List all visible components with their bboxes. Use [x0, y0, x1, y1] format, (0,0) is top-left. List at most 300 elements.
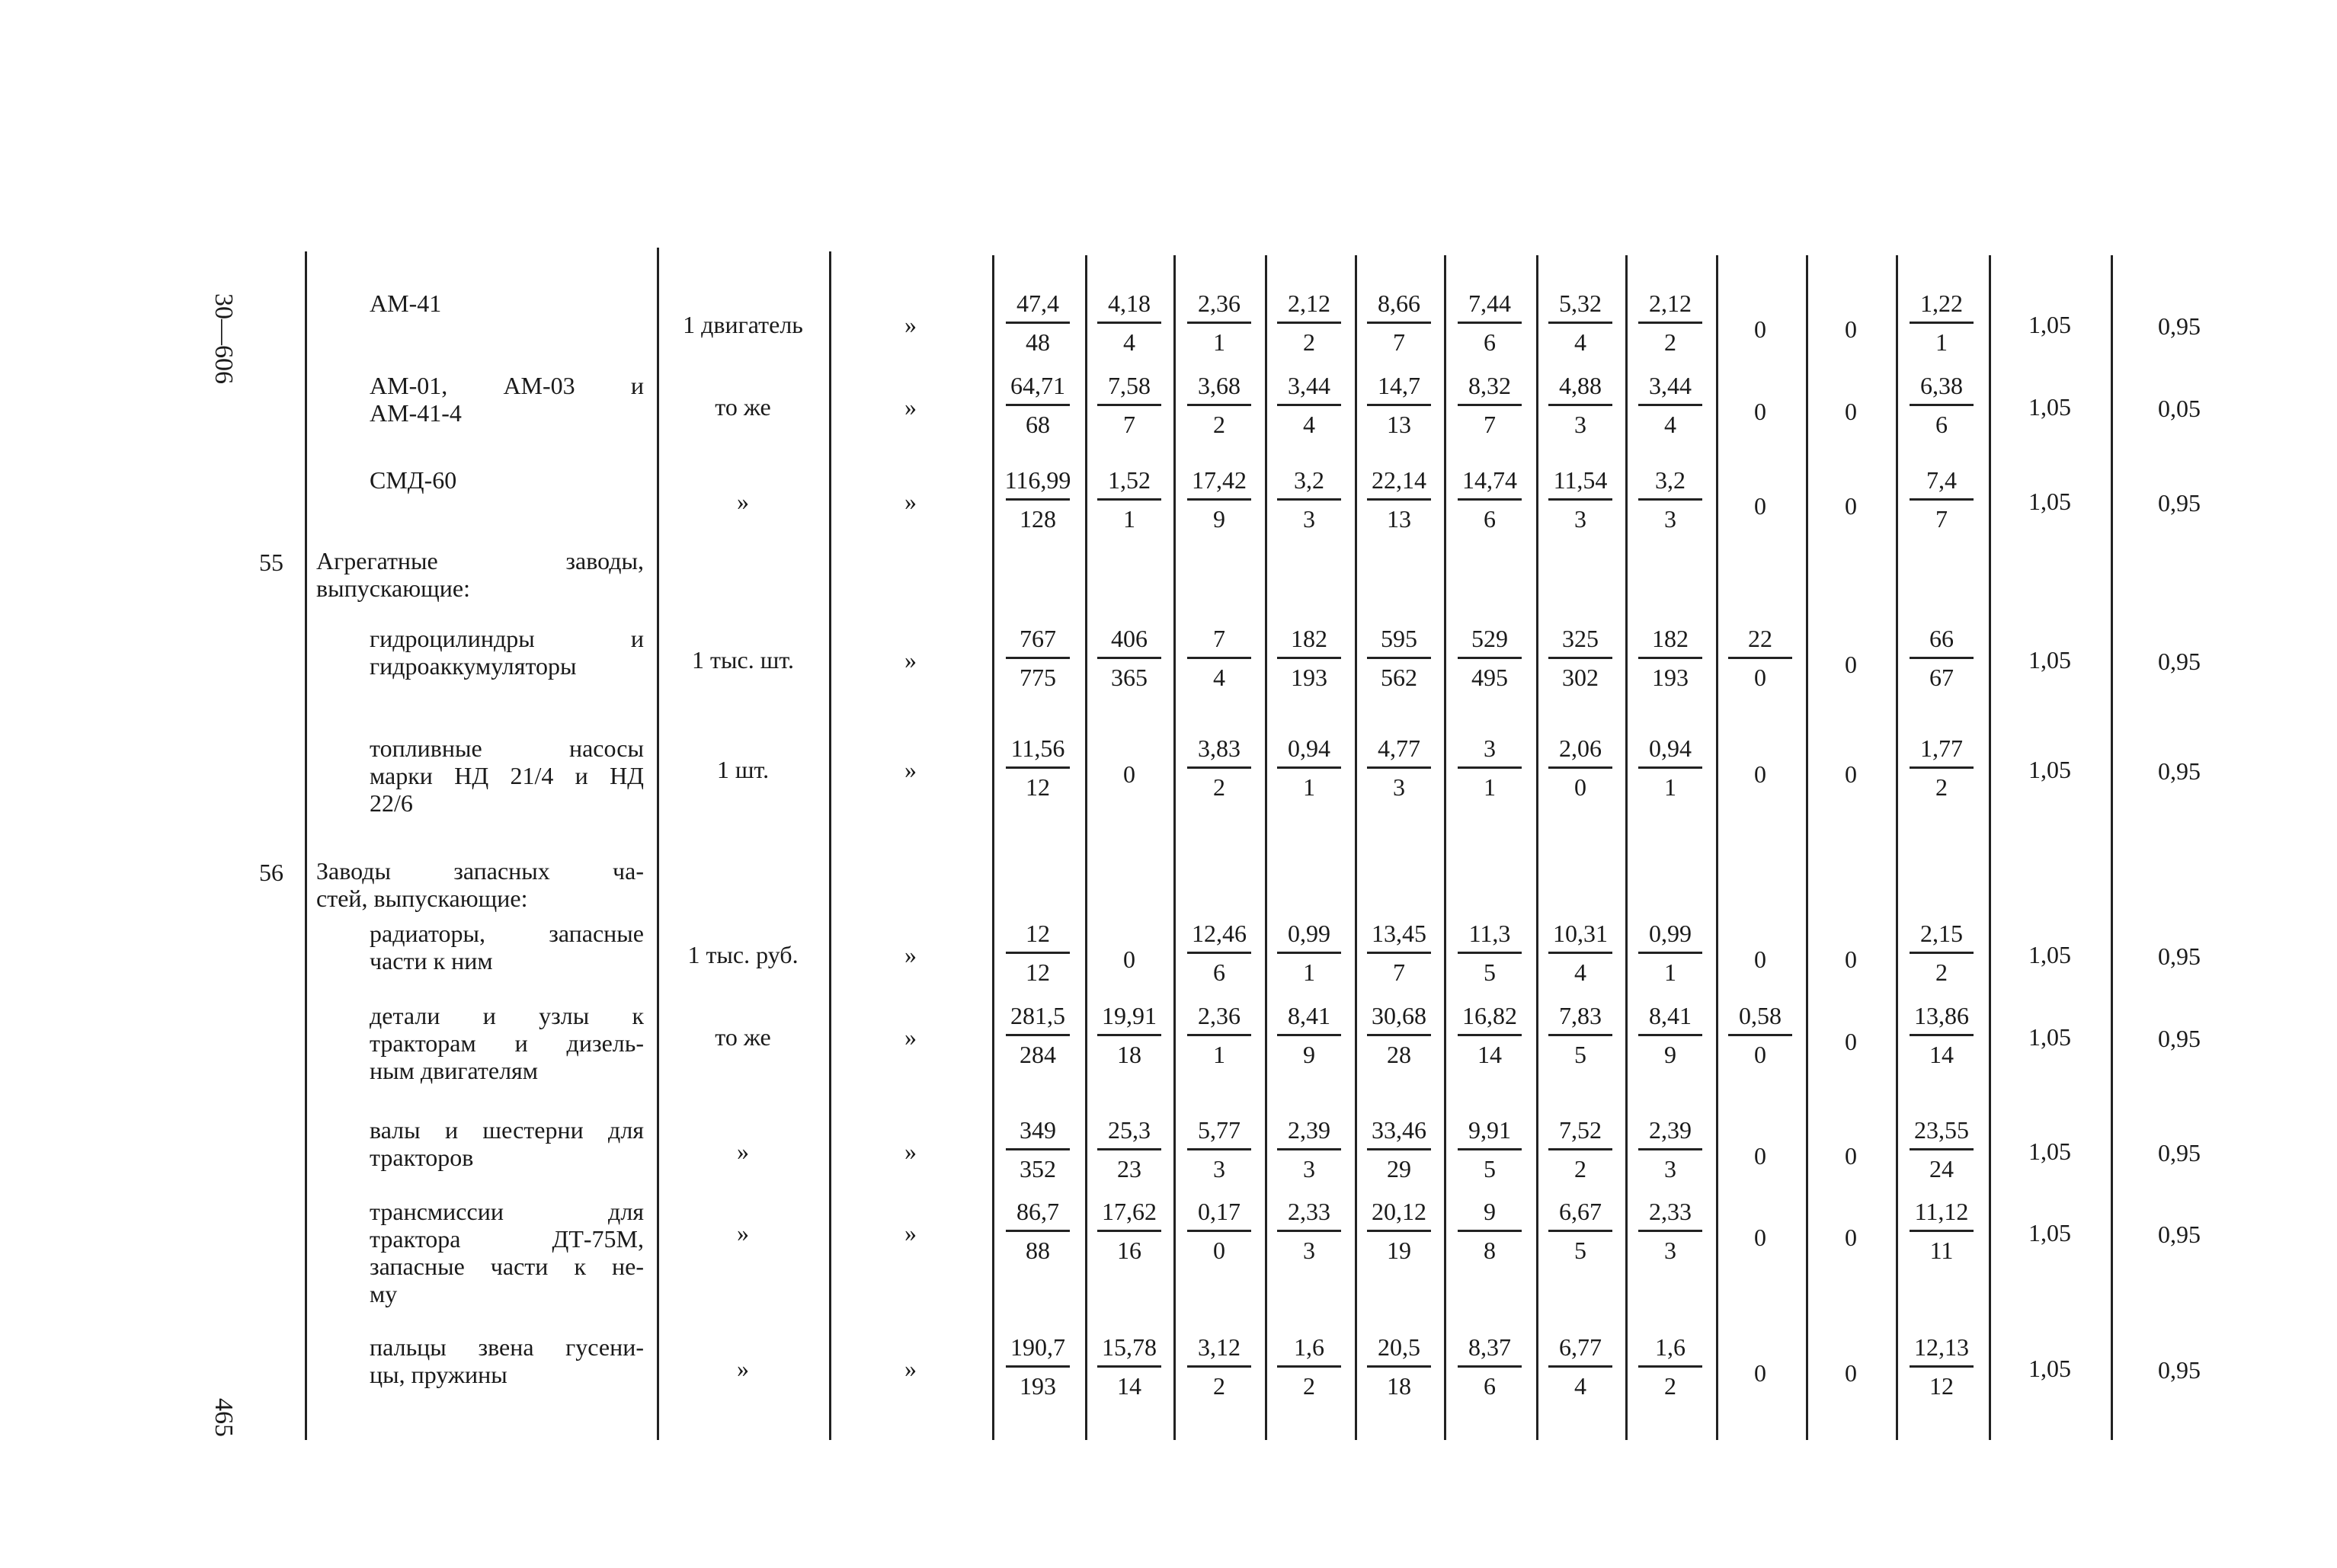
rule-col-3	[1173, 255, 1176, 1440]
fraction-cell	[1271, 463, 1347, 536]
fraction-cell	[1632, 999, 1708, 1071]
fraction-numerator: 22,14	[1372, 466, 1426, 494]
fraction-numerator: 0,17	[1198, 1198, 1241, 1225]
fraction-denominator: 5	[1574, 1237, 1586, 1264]
fraction-denominator: 3	[1393, 773, 1405, 801]
fraction-bar	[1638, 1034, 1702, 1036]
fraction-denominator: 9	[1213, 505, 1225, 533]
fraction-cell	[1632, 463, 1708, 536]
fraction-denominator: 302	[1562, 664, 1599, 691]
fraction-bar	[1006, 498, 1070, 501]
fraction-numerator: 20,5	[1378, 1333, 1420, 1361]
fraction-cell	[1271, 286, 1347, 359]
row-name-line: топливные насосы	[370, 734, 644, 762]
ditto-mark: »	[904, 756, 917, 783]
fraction-bar	[1548, 766, 1612, 769]
unit-cell: 1 шт.	[716, 756, 770, 783]
rule-col-2	[1085, 255, 1087, 1440]
fraction-denominator: 4	[1303, 411, 1315, 438]
fraction-bar	[1187, 322, 1251, 324]
row-name-line: валы и шестерни для	[370, 1116, 644, 1144]
value-cell: 0	[1845, 651, 1857, 678]
row-name-line: тракторов	[370, 1144, 474, 1171]
row-name-line: части к ним	[370, 947, 493, 974]
row-name	[370, 734, 644, 817]
fraction-numerator: 3,2	[1294, 466, 1324, 494]
fraction-denominator: 13	[1387, 411, 1411, 438]
fraction-numerator: 16,82	[1462, 1002, 1517, 1029]
fraction-denominator: 193	[1652, 664, 1689, 691]
row-name-line: радиаторы, запасные	[370, 920, 644, 947]
fraction-bar	[1097, 657, 1161, 659]
fraction-cell	[1091, 1113, 1167, 1186]
fraction-cell	[1181, 1195, 1257, 1267]
fraction-numerator: 15,78	[1102, 1333, 1157, 1361]
fraction-denominator: 1	[1213, 328, 1225, 356]
fraction-cell	[1271, 622, 1347, 694]
row-name	[370, 1333, 644, 1388]
fraction-denominator: 0	[1754, 1041, 1766, 1068]
fraction-denominator: 2	[1213, 411, 1225, 438]
fraction-cell	[1091, 369, 1167, 441]
fraction-numerator: 86,7	[1016, 1198, 1059, 1225]
coefficient-1: 1,05	[2028, 1355, 2071, 1382]
row-number: 56	[259, 859, 283, 886]
fraction-bar	[1006, 766, 1070, 769]
fraction-bar	[1187, 657, 1251, 659]
unit-cell: »	[737, 1355, 749, 1382]
fraction-numerator: 11,54	[1553, 466, 1608, 494]
fraction-denominator: 2	[1213, 773, 1225, 801]
fraction-bar	[1458, 1365, 1522, 1368]
fraction-cell	[1271, 1113, 1347, 1186]
fraction-numerator: 0,99	[1649, 920, 1692, 947]
fraction-denominator: 1	[1664, 958, 1676, 986]
fraction-cell	[1361, 999, 1437, 1071]
ditto-mark: »	[904, 1219, 917, 1246]
fraction-cell	[1181, 1330, 1257, 1403]
fraction-denominator: 0	[1754, 664, 1766, 691]
fraction-denominator: 7	[1393, 958, 1405, 986]
rule-name-unit	[657, 248, 659, 1440]
fraction-cell	[1632, 622, 1708, 694]
fraction-denominator: 1	[1303, 958, 1315, 986]
fraction-numerator: 7,4	[1926, 466, 1957, 494]
ditto-mark: »	[904, 488, 917, 515]
fraction-bar	[1910, 1034, 1974, 1036]
fraction-cell	[1271, 369, 1347, 441]
fraction-numerator: 33,46	[1372, 1116, 1426, 1144]
fraction-bar	[1367, 404, 1431, 406]
fraction-denominator: 18	[1117, 1041, 1141, 1068]
rule-col-1	[992, 255, 994, 1440]
fraction-cell	[1903, 999, 1980, 1071]
fraction-numerator: 4,18	[1108, 290, 1151, 317]
fraction-denominator: 14	[1929, 1041, 1954, 1068]
fraction-bar	[1367, 1034, 1431, 1036]
ditto-mark: »	[904, 941, 917, 968]
fraction-numerator: 2,33	[1288, 1198, 1330, 1225]
fraction-bar	[1097, 404, 1161, 406]
coefficient-2: 0,95	[2158, 1356, 2201, 1384]
fraction-cell	[1722, 999, 1798, 1071]
coefficient-2: 0,05	[2158, 395, 2201, 422]
fraction-bar	[1910, 1148, 1974, 1150]
fraction-numerator: 1,6	[1655, 1333, 1686, 1361]
fraction-bar	[1006, 404, 1070, 406]
fraction-denominator: 3	[1664, 1155, 1676, 1182]
row-name-line: Заводы запасных ча-	[316, 857, 644, 885]
row-name-line: 22/6	[370, 789, 413, 817]
fraction-cell	[1722, 622, 1798, 694]
fraction-denominator: 14	[1117, 1372, 1141, 1400]
fraction-denominator: 12	[1929, 1372, 1954, 1400]
row-name-line: АМ-01, АМ-03 и	[370, 372, 644, 399]
fraction-cell	[1542, 622, 1618, 694]
fraction-denominator: 128	[1020, 505, 1056, 533]
fraction-denominator: 775	[1020, 664, 1056, 691]
fraction-cell	[1091, 999, 1167, 1071]
fraction-bar	[1548, 1034, 1612, 1036]
fraction-numerator: 1,6	[1294, 1333, 1324, 1361]
coefficient-2: 0,95	[2158, 1221, 2201, 1248]
fraction-bar	[1006, 657, 1070, 659]
fraction-cell	[1091, 463, 1167, 536]
fraction-bar	[1367, 1230, 1431, 1232]
fraction-numerator: 2,39	[1288, 1116, 1330, 1144]
fraction-denominator: 1	[1123, 505, 1135, 533]
row-name	[370, 372, 644, 427]
sheet-reference: 30—606	[210, 293, 238, 384]
ditto-mark: »	[904, 393, 917, 421]
row-name-line: му	[370, 1280, 398, 1307]
unit-cell: »	[737, 488, 749, 515]
fraction-cell	[1271, 999, 1347, 1071]
fraction-numerator: 64,71	[1010, 372, 1065, 399]
rule-col-8	[1625, 255, 1628, 1440]
value-cell: 0	[1845, 1142, 1857, 1170]
fraction-denominator: 6	[1484, 1372, 1496, 1400]
row-number: 55	[259, 549, 283, 576]
fraction-numerator: 0,94	[1649, 734, 1692, 762]
row-name	[316, 857, 644, 912]
fraction-denominator: 2	[1574, 1155, 1586, 1182]
fraction-denominator: 1	[1484, 773, 1496, 801]
fraction-bar	[1638, 498, 1702, 501]
fraction-numerator: 1,22	[1920, 290, 1963, 317]
fraction-denominator: 3	[1664, 505, 1676, 533]
fraction-cell	[1271, 1195, 1347, 1267]
coefficient-1: 1,05	[2028, 311, 2071, 338]
row-name-line: ным двигателям	[370, 1057, 539, 1084]
fraction-bar	[1458, 1034, 1522, 1036]
fraction-numerator: 349	[1020, 1116, 1056, 1144]
coefficient-2: 0,95	[2158, 1139, 2201, 1166]
fraction-denominator: 7	[1393, 328, 1405, 356]
fraction-denominator: 2	[1935, 773, 1948, 801]
fraction-denominator: 1	[1303, 773, 1315, 801]
fraction-bar	[1187, 766, 1251, 769]
fraction-cell	[1542, 731, 1618, 804]
fraction-numerator: 19,91	[1102, 1002, 1157, 1029]
row-name-line: марки НД 21/4 и НД	[370, 762, 644, 789]
fraction-cell	[1452, 622, 1528, 694]
fraction-cell	[1452, 1330, 1528, 1403]
row-name-line: СМД-60	[370, 466, 457, 494]
fraction-denominator: 9	[1664, 1041, 1676, 1068]
value-cell: 0	[1845, 760, 1857, 788]
coefficient-2: 0,95	[2158, 648, 2201, 675]
fraction-bar	[1638, 404, 1702, 406]
rule-col-5	[1355, 255, 1357, 1440]
value-cell: 0	[1123, 946, 1135, 973]
fraction-bar	[1187, 1148, 1251, 1150]
fraction-denominator: 19	[1387, 1237, 1411, 1264]
fraction-bar	[1277, 952, 1341, 954]
coefficient-1: 1,05	[2028, 488, 2071, 515]
row-name-line: запасные части к не-	[370, 1253, 644, 1280]
row-name	[370, 1198, 644, 1307]
coefficient-2: 0,95	[2158, 1025, 2201, 1052]
fraction-bar	[1458, 1230, 1522, 1232]
fraction-cell	[1542, 1195, 1618, 1267]
fraction-denominator: 3	[1213, 1155, 1225, 1182]
fraction-cell	[1542, 917, 1618, 989]
fraction-denominator: 2	[1303, 328, 1315, 356]
fraction-numerator: 2,33	[1649, 1198, 1692, 1225]
fraction-numerator: 7,44	[1468, 290, 1511, 317]
fraction-denominator: 2	[1303, 1372, 1315, 1400]
fraction-denominator: 4	[1213, 664, 1225, 691]
fraction-denominator: 6	[1484, 328, 1496, 356]
fraction-numerator: 9,91	[1468, 1116, 1511, 1144]
fraction-bar	[1728, 1034, 1792, 1036]
fraction-bar	[1187, 952, 1251, 954]
fraction-numerator: 595	[1381, 625, 1417, 652]
unit-cell: 1 тыс. руб.	[687, 941, 799, 968]
fraction-cell	[1903, 731, 1980, 804]
fraction-numerator: 0,99	[1288, 920, 1330, 947]
fraction-bar	[1548, 1148, 1612, 1150]
fraction-numerator: 7,52	[1559, 1116, 1602, 1144]
fraction-cell	[1000, 286, 1076, 359]
fraction-numerator: 8,37	[1468, 1333, 1511, 1361]
row-name-line: тракторам и дизель-	[370, 1029, 644, 1057]
fraction-cell	[1000, 369, 1076, 441]
fraction-denominator: 18	[1387, 1372, 1411, 1400]
fraction-bar	[1006, 1365, 1070, 1368]
value-cell: 0	[1754, 1224, 1766, 1251]
fraction-cell	[1000, 1113, 1076, 1186]
value-cell: 0	[1754, 398, 1766, 425]
fraction-bar	[1277, 322, 1341, 324]
fraction-cell	[1361, 286, 1437, 359]
fraction-denominator: 12	[1026, 958, 1050, 986]
row-name-line: цы, пружины	[370, 1361, 507, 1388]
row-name-line: пальцы звена гусени-	[370, 1333, 644, 1361]
value-cell: 0	[1845, 398, 1857, 425]
coefficient-1: 1,05	[2028, 1023, 2071, 1051]
row-name-line: Агрегатные заводы,	[316, 547, 644, 574]
fraction-bar	[1638, 1230, 1702, 1232]
fraction-denominator: 193	[1020, 1372, 1056, 1400]
fraction-cell	[1361, 917, 1437, 989]
fraction-bar	[1187, 1034, 1251, 1036]
fraction-bar	[1548, 1365, 1612, 1368]
fraction-cell	[1271, 731, 1347, 804]
row-name-line: выпускающие:	[316, 574, 470, 602]
fraction-bar	[1638, 657, 1702, 659]
fraction-cell	[1452, 369, 1528, 441]
fraction-denominator: 1	[1664, 773, 1676, 801]
fraction-denominator: 3	[1303, 1237, 1315, 1264]
fraction-cell	[1181, 286, 1257, 359]
fraction-cell	[1903, 1330, 1980, 1403]
fraction-numerator: 22	[1748, 625, 1772, 652]
row-name	[316, 547, 644, 602]
fraction-cell	[1542, 369, 1618, 441]
coefficient-1: 1,05	[2028, 756, 2071, 783]
fraction-denominator: 23	[1117, 1155, 1141, 1182]
fraction-bar	[1458, 766, 1522, 769]
rule-col-11	[1896, 255, 1898, 1440]
row-name-line: трактора ДТ-75М,	[370, 1225, 644, 1253]
coefficient-2: 0,95	[2158, 489, 2201, 517]
fraction-denominator: 2	[1935, 958, 1948, 986]
fraction-bar	[1006, 1034, 1070, 1036]
rule-col-9	[1716, 255, 1718, 1440]
ditto-mark: »	[904, 1138, 917, 1165]
fraction-denominator: 3	[1574, 411, 1586, 438]
fraction-bar	[1910, 766, 1974, 769]
fraction-cell	[1361, 622, 1437, 694]
fraction-numerator: 3	[1484, 734, 1496, 762]
fraction-cell	[1452, 1195, 1528, 1267]
fraction-cell	[1091, 1195, 1167, 1267]
fraction-bar	[1277, 1148, 1341, 1150]
fraction-denominator: 29	[1387, 1155, 1411, 1182]
fraction-numerator: 7	[1213, 625, 1225, 652]
fraction-numerator: 8,32	[1468, 372, 1511, 399]
unit-cell: »	[737, 1219, 749, 1246]
coefficient-2: 0,95	[2158, 312, 2201, 340]
fraction-bar	[1367, 322, 1431, 324]
fraction-cell	[1000, 463, 1076, 536]
fraction-numerator: 3,44	[1288, 372, 1330, 399]
coefficient-1: 1,05	[2028, 1219, 2071, 1246]
fraction-denominator: 7	[1123, 411, 1135, 438]
fraction-cell	[1903, 369, 1980, 441]
fraction-numerator: 14,74	[1462, 466, 1517, 494]
fraction-bar	[1548, 404, 1612, 406]
fraction-denominator: 3	[1664, 1237, 1676, 1264]
fraction-bar	[1638, 1365, 1702, 1368]
fraction-cell	[1361, 1195, 1437, 1267]
row-name	[370, 466, 644, 494]
fraction-numerator: 116,99	[1004, 466, 1071, 494]
fraction-cell	[1452, 286, 1528, 359]
fraction-bar	[1638, 322, 1702, 324]
fraction-denominator: 7	[1484, 411, 1496, 438]
row-name	[370, 625, 644, 680]
fraction-numerator: 4,77	[1378, 734, 1420, 762]
fraction-cell	[1903, 1195, 1980, 1267]
fraction-numerator: 12	[1026, 920, 1050, 947]
fraction-bar	[1638, 952, 1702, 954]
fraction-numerator: 11,3	[1468, 920, 1511, 947]
fraction-bar	[1367, 498, 1431, 501]
fraction-bar	[1548, 498, 1612, 501]
fraction-numerator: 25,3	[1108, 1116, 1151, 1144]
fraction-denominator: 13	[1387, 505, 1411, 533]
fraction-denominator: 7	[1935, 505, 1948, 533]
rule-col-10	[1806, 255, 1808, 1440]
fraction-denominator: 67	[1929, 664, 1954, 691]
fraction-bar	[1910, 1230, 1974, 1232]
fraction-cell	[1091, 622, 1167, 694]
fraction-bar	[1458, 498, 1522, 501]
rule-unit-mark	[829, 251, 831, 1440]
fraction-numerator: 2,06	[1559, 734, 1602, 762]
row-name-line: АМ-41	[370, 290, 442, 317]
fraction-cell	[1000, 999, 1076, 1071]
fraction-cell	[1903, 463, 1980, 536]
fraction-denominator: 2	[1664, 328, 1676, 356]
fraction-cell	[1091, 286, 1167, 359]
fraction-cell	[1452, 999, 1528, 1071]
fraction-cell	[1181, 917, 1257, 989]
fraction-denominator: 365	[1111, 664, 1148, 691]
value-cell: 0	[1845, 1359, 1857, 1387]
fraction-cell	[1000, 917, 1076, 989]
fraction-numerator: 0,94	[1288, 734, 1330, 762]
fraction-cell	[1632, 731, 1708, 804]
fraction-bar	[1910, 657, 1974, 659]
fraction-numerator: 23,55	[1914, 1116, 1969, 1144]
value-cell: 0	[1754, 760, 1766, 788]
fraction-numerator: 182	[1291, 625, 1327, 652]
ditto-mark: »	[904, 311, 917, 338]
fraction-bar	[1367, 952, 1431, 954]
ditto-mark: »	[904, 646, 917, 674]
fraction-cell	[1542, 999, 1618, 1071]
fraction-denominator: 24	[1929, 1155, 1954, 1182]
value-cell: 0	[1845, 492, 1857, 520]
fraction-bar	[1277, 1365, 1341, 1368]
row-name-line: гидроцилиндры и	[370, 625, 644, 652]
fraction-denominator: 6	[1935, 411, 1948, 438]
fraction-cell	[1181, 731, 1257, 804]
fraction-cell	[1000, 1195, 1076, 1267]
fraction-numerator: 30,68	[1372, 1002, 1426, 1029]
value-cell: 0	[1845, 315, 1857, 343]
fraction-denominator: 0	[1574, 773, 1586, 801]
fraction-cell	[1452, 917, 1528, 989]
rule-col-4	[1265, 255, 1267, 1440]
row-name	[370, 1116, 644, 1171]
fraction-denominator: 4	[1574, 958, 1586, 986]
fraction-bar	[1548, 952, 1612, 954]
row-name	[370, 290, 644, 317]
fraction-numerator: 2,36	[1198, 290, 1241, 317]
fraction-denominator: 193	[1291, 664, 1327, 691]
fraction-numerator: 13,86	[1914, 1002, 1969, 1029]
fraction-numerator: 3,44	[1649, 372, 1692, 399]
fraction-denominator: 352	[1020, 1155, 1056, 1182]
fraction-bar	[1638, 1148, 1702, 1150]
fraction-denominator: 28	[1387, 1041, 1411, 1068]
fraction-bar	[1367, 657, 1431, 659]
